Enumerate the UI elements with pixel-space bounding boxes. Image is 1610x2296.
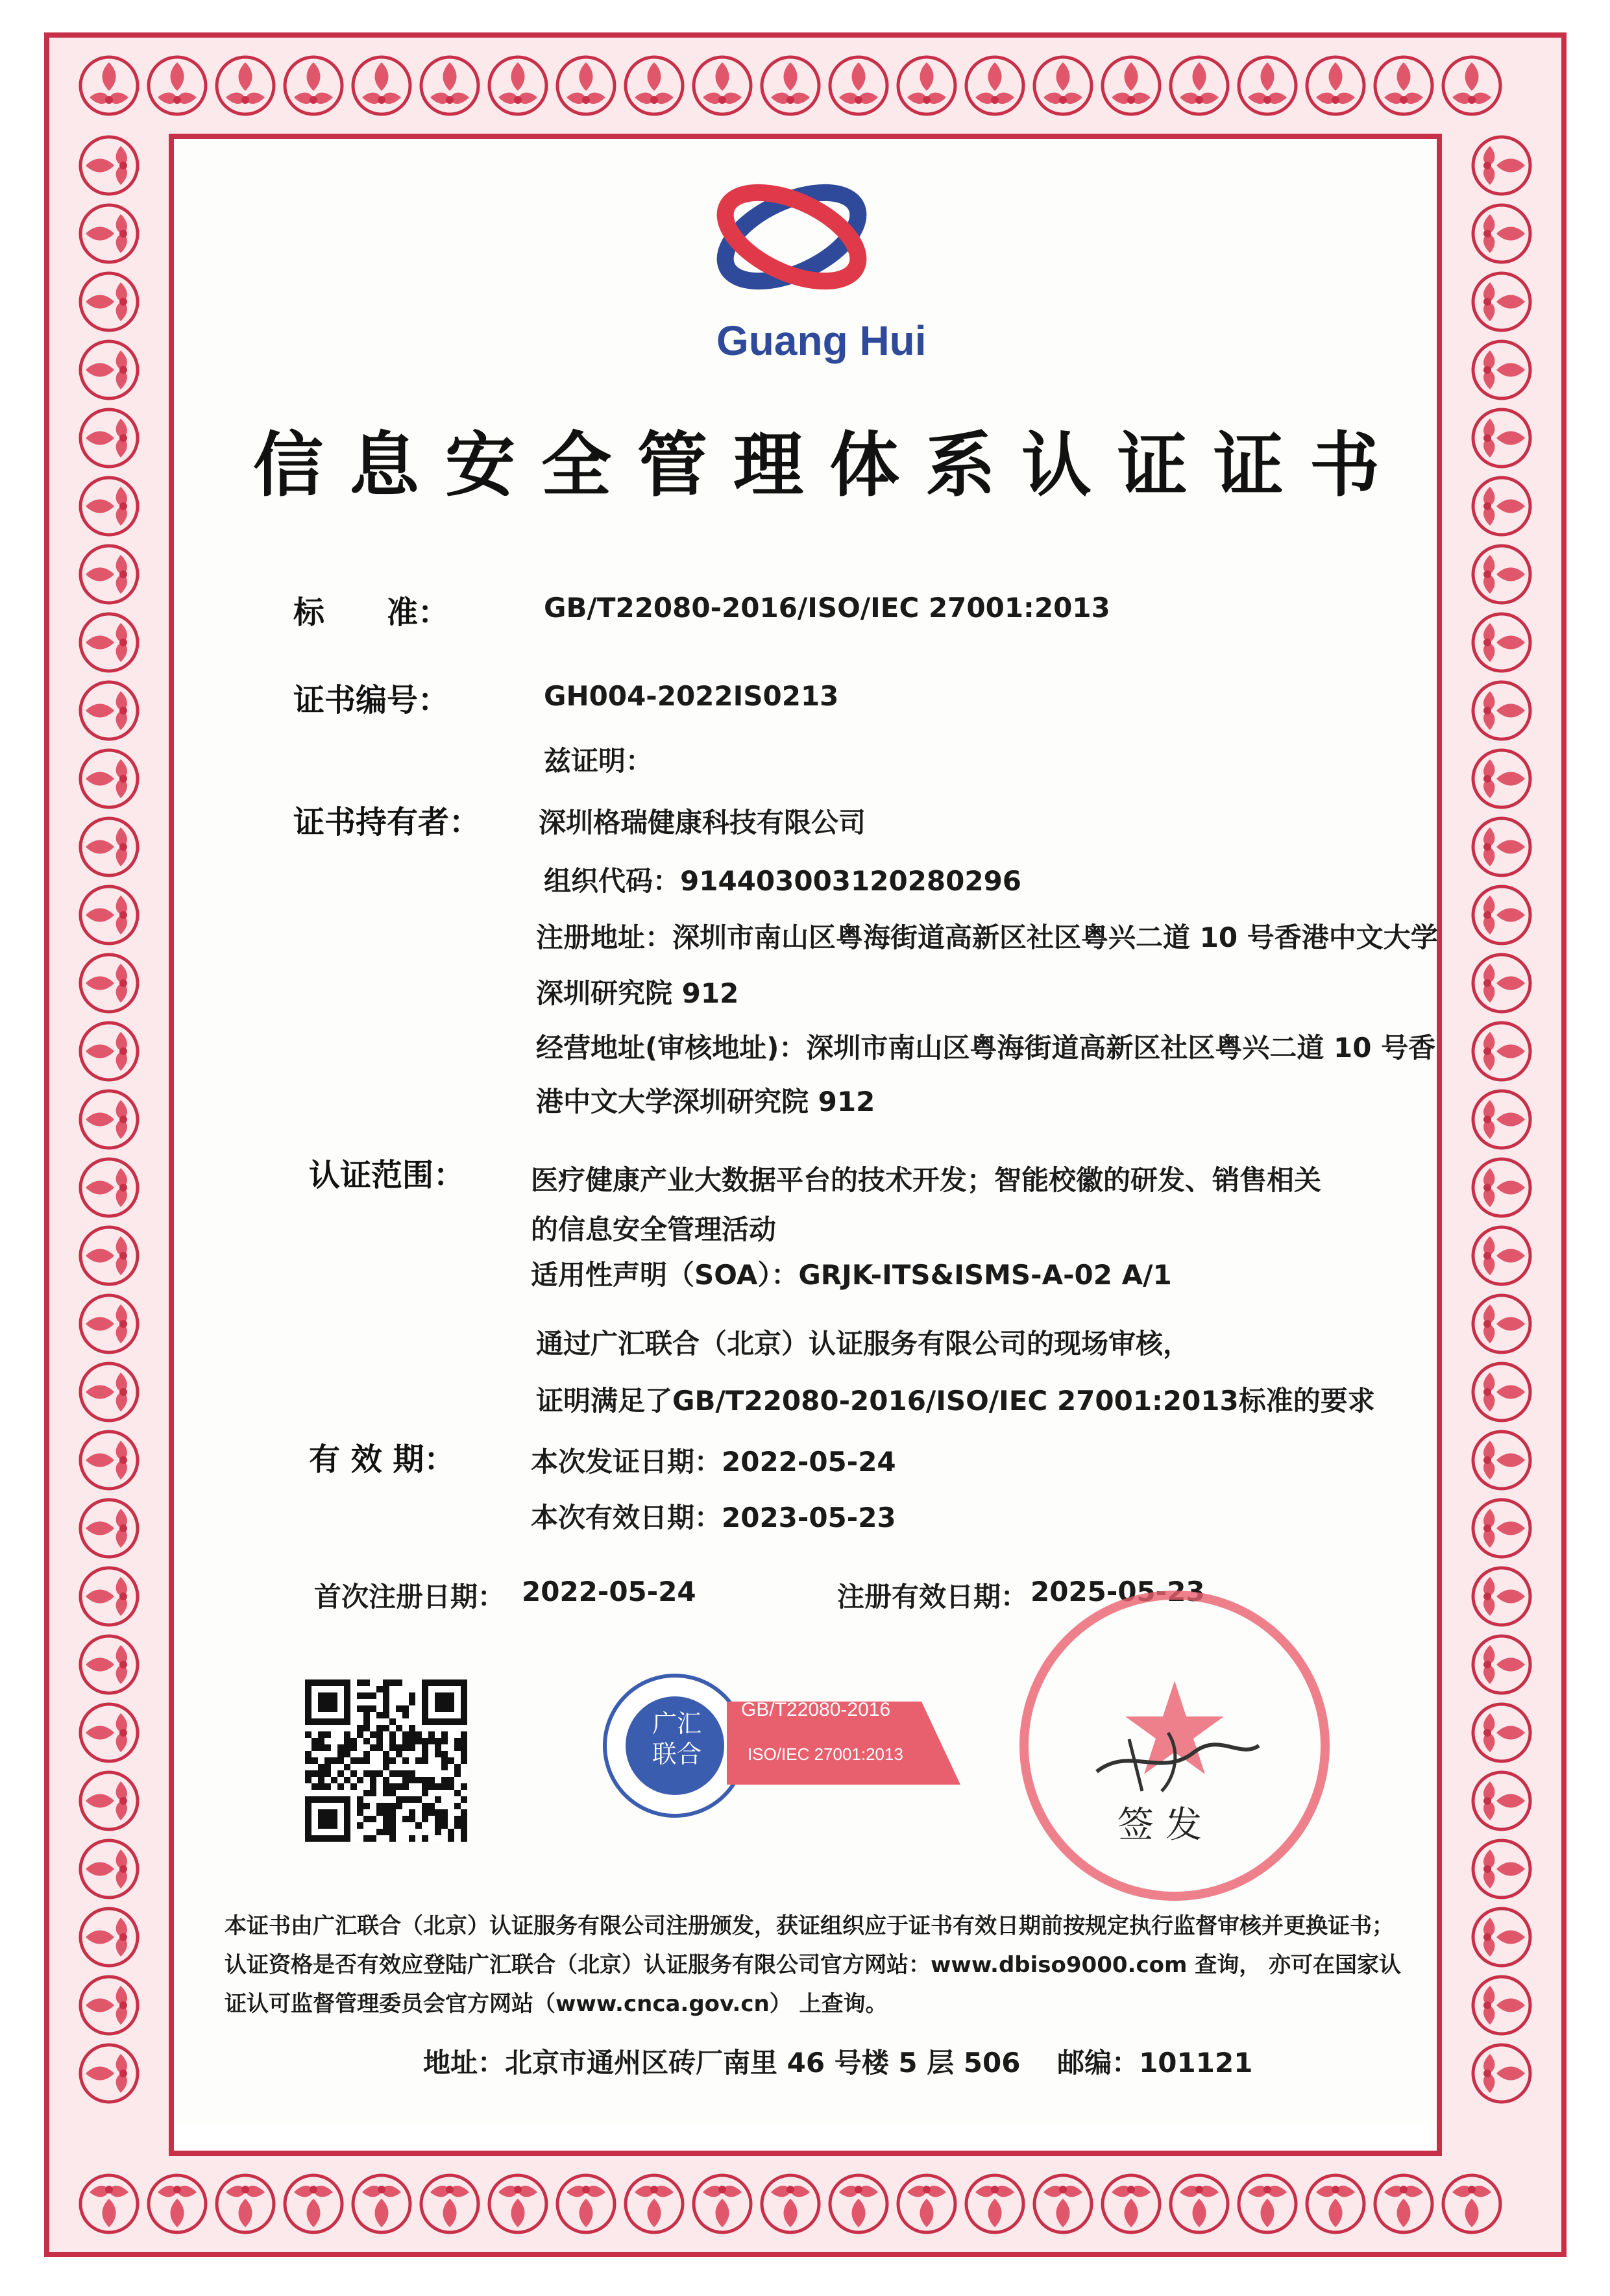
logo-brand-text: Guang Hui [716, 317, 927, 364]
soa-statement: 适用性声明（SOA）：GRJK-ITS&ISMS-A-02 A/1 [531, 1259, 1172, 1291]
sign-label: 签发 [1117, 1804, 1214, 1846]
valid-date: 本次有效日期：2023-05-23 [531, 1502, 896, 1533]
badge-left-line-2: 联合 [652, 1740, 702, 1768]
reg-valid-label: 注册有效日期： [837, 1581, 1029, 1613]
qr-code-icon [305, 1679, 467, 1842]
scope-line-1: 医疗健康产业大数据平台的技术开发；智能校徽的研发、销售相关 [531, 1164, 1322, 1196]
first-reg-label: 首次注册日期： [314, 1581, 506, 1613]
holder-label: 证书持有者： [293, 804, 481, 840]
audit-line-2: 证明满足了GB/T22080-2016/ISO/IEC 27001:2013标准的要求 [536, 1385, 1375, 1417]
certificate-title: 信息安全管理体系认证证书 [253, 425, 1406, 506]
first-reg-value: 2022-05-24 [522, 1576, 696, 1607]
org-code: 组织代码：914403003120280296 [544, 865, 1022, 897]
audit-line-1: 通过广汇联合（北京）认证服务有限公司的现场审核， [536, 1328, 1191, 1360]
cert-no-value: GH004-2022IS0213 [544, 680, 839, 712]
standard-value: GB/T22080-2016/ISO/IEC 27001:2013 [544, 592, 1110, 624]
hereby-text: 兹证明： [544, 745, 653, 777]
reg-valid-value: 2025-05-23 [1031, 1576, 1205, 1607]
cert-no-label: 证书编号： [293, 682, 450, 718]
reg-address-line-2: 深圳研究院 912 [536, 977, 739, 1009]
reg-address-line-1: 注册地址：深圳市南山区粤海街道高新区社区粤兴二道 10 号香港中文大学 [536, 922, 1438, 953]
scope-line-2: 的信息安全管理活动 [531, 1214, 777, 1245]
validity-label: 有 效 期： [309, 1441, 456, 1478]
holder-name: 深圳格瑞健康科技有限公司 [539, 807, 866, 838]
badge-right-line-1: GB/T22080-2016 [741, 1699, 891, 1720]
op-address-line-1: 经营地址(审核地址)：深圳市南山区粤海街道高新区社区粤兴二道 10 号香 [536, 1032, 1436, 1064]
footer-note-3: 证认可监督管理委员会官方网站（www.cnca.gov.cn） 上查询。 [225, 1991, 888, 2017]
footer-address: 地址：北京市通州区砖厂南里 46 号楼 5 层 506 邮编：101121 [423, 2047, 1253, 2079]
issue-date: 本次发证日期：2022-05-24 [531, 1446, 896, 1478]
standard-label: 标 准： [293, 594, 450, 631]
footer-note-2: 认证资格是否有效应登陆广汇联合（北京）认证服务有限公司官方网站：www.dbiso9000.com 查询， 亦可在国家认 [225, 1952, 1402, 1978]
official-seal-icon [1012, 1583, 1337, 1908]
scope-label: 认证范围： [309, 1157, 465, 1193]
op-address-line-2: 港中文大学深圳研究院 912 [536, 1086, 875, 1117]
footer-note-1: 本证书由广汇联合（北京）认证服务有限公司注册颁发，获证组织应于证书有效日期前按规定执行监督审核并更换证书； [225, 1913, 1394, 1939]
badge-left-line-1: 广汇 [652, 1709, 702, 1738]
badge-right-line-2: ISO/IEC 27001:2013 [748, 1744, 903, 1764]
guang-hui-logo-icon [701, 175, 883, 305]
